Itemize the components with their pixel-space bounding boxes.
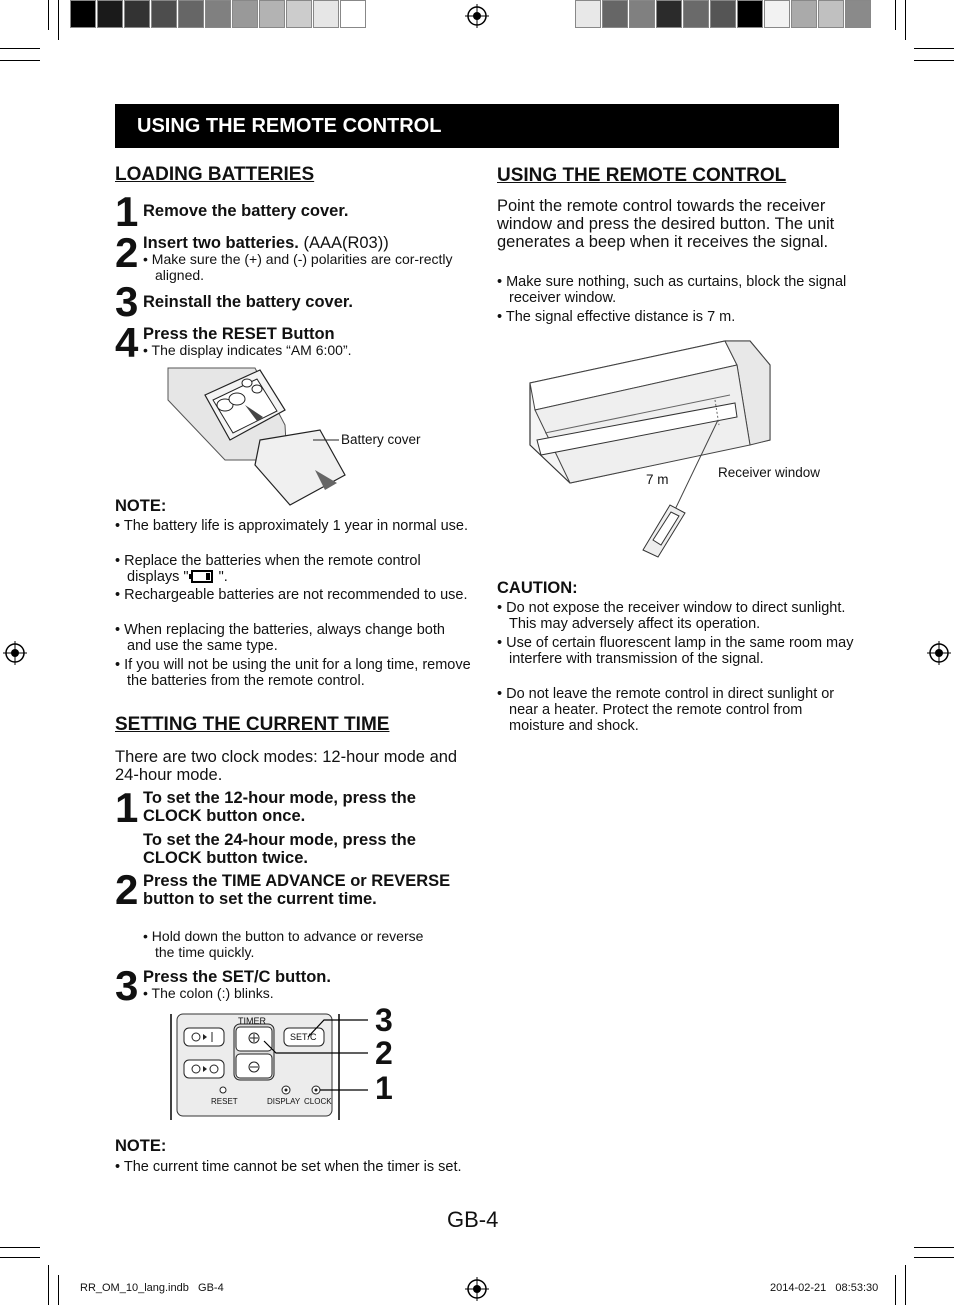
banner-title: USING THE REMOTE CONTROL — [137, 115, 442, 137]
color-swatch — [629, 0, 655, 28]
reset-label: RESET — [211, 1097, 238, 1106]
setc-button-label: SET/C — [290, 1032, 317, 1042]
note-heading: NOTE: — [115, 1137, 167, 1155]
step-text: To set the 24-hour mode, press the CLOCK button twice. — [143, 831, 416, 867]
time-intro: There are two clock modes: 12-hour mode and 24-hour mode. — [115, 748, 458, 784]
crop-mark — [0, 60, 40, 61]
note-item: • Rechargeable batteries are not recommended to use. — [115, 587, 468, 603]
receiver-window-label: Receiver window — [718, 465, 821, 480]
step-text — [143, 234, 463, 252]
step-number: 3 — [115, 278, 138, 325]
caution-heading: CAUTION: — [497, 579, 578, 597]
battery-illustration — [165, 365, 355, 510]
crop-mark — [48, 1265, 49, 1305]
step-text: To set the 12-hour mode, press the CLOCK button once. — [143, 789, 416, 825]
note-item: • When replacing the batteries, always change both and use the same type. — [115, 622, 445, 654]
clock-label: CLOCK — [304, 1097, 332, 1106]
color-swatch — [151, 0, 177, 28]
step-subtext: • The display indicates “AM 6:00”. — [143, 342, 352, 358]
crop-mark — [905, 0, 906, 40]
color-swatch — [791, 0, 817, 28]
step-text: Press the SET/C button. — [143, 968, 331, 986]
battery-cover-label: Battery cover — [341, 432, 421, 447]
using-remote-heading: USING THE REMOTE CONTROL — [497, 165, 787, 186]
color-swatch — [845, 0, 871, 28]
note-item: • The current time cannot be set when the timer is set. — [115, 1159, 462, 1175]
footer-file: RR_OM_10_lang.indb GB-4 — [80, 1282, 224, 1294]
note-item — [115, 553, 472, 585]
distance-label: 7 m — [646, 472, 669, 487]
color-swatch — [97, 0, 123, 28]
display-label: DISPLAY — [267, 1097, 301, 1106]
step-number: 2 — [115, 866, 138, 913]
color-swatch — [602, 0, 628, 28]
low-battery-icon — [189, 570, 215, 583]
using-intro: Point the remote control towards the receiver window and press the desired button. The unit generates a beep when it receives the signal. — [497, 197, 835, 251]
color-swatch — [232, 0, 258, 28]
callout-number: 3 — [375, 1002, 393, 1038]
step-number: 1 — [115, 784, 138, 831]
crop-mark — [58, 1275, 59, 1305]
note-item: • If you will not be using the unit for a long time, remove the batteries from the remote control. — [115, 657, 471, 689]
color-swatch — [70, 0, 96, 28]
note-item: • The battery life is approximately 1 year in normal use. — [115, 518, 468, 534]
crop-mark — [895, 0, 896, 30]
setting-time-heading: SETTING THE CURRENT TIME — [115, 714, 390, 735]
color-swatch — [178, 0, 204, 28]
step-subtext: • Make sure the (+) and (-) polarities are cor-rectly aligned. — [143, 251, 453, 283]
crop-mark — [0, 1247, 40, 1248]
color-swatch — [205, 0, 231, 28]
crop-mark — [905, 1265, 906, 1305]
color-swatch — [340, 0, 366, 28]
crop-mark — [895, 1275, 896, 1305]
note-heading: NOTE: — [115, 497, 167, 515]
step-text: Press the TIME ADVANCE or REVERSE button to set the current time. — [143, 872, 451, 908]
step-number: 3 — [115, 962, 138, 1009]
color-swatch — [737, 0, 763, 28]
color-swatch — [656, 0, 682, 28]
registration-mark-icon — [465, 1277, 489, 1301]
step-number: 4 — [115, 319, 138, 366]
crop-mark — [0, 48, 40, 49]
color-swatch — [764, 0, 790, 28]
color-swatch — [683, 0, 709, 28]
step-text-bold: Insert two batteries. — [143, 234, 299, 252]
note-item-tail: ". — [214, 569, 228, 585]
caution-item: • Do not leave the remote control in direct sunlight or near a heater. Protect the remote control from moisture and shock. — [497, 686, 835, 734]
step-text: Press the RESET Button — [143, 325, 335, 343]
step-number: 1 — [115, 188, 138, 235]
step-number: 2 — [115, 229, 138, 276]
color-swatch — [710, 0, 736, 28]
color-swatch — [575, 0, 601, 28]
step-subtext: • Hold down the button to advance or reverse the time quickly. — [143, 928, 424, 960]
using-item: • The signal effective distance is 7 m. — [497, 309, 736, 325]
caution-item: • Use of certain fluorescent lamp in the same room may interfere with transmission of the signal. — [497, 635, 854, 667]
color-swatch — [259, 0, 285, 28]
loading-batteries-heading: LOADING BATTERIES — [115, 164, 315, 185]
color-swatch — [313, 0, 339, 28]
page-number: GB-4 — [447, 1207, 499, 1232]
crop-mark — [48, 0, 49, 30]
color-swatch — [286, 0, 312, 28]
footer-date: 2014-02-21 08:53:30 — [770, 1282, 879, 1294]
crop-mark — [914, 1257, 954, 1258]
crop-mark — [914, 1247, 954, 1248]
timer-label: TIMER — [238, 1016, 266, 1026]
callout-number: 1 — [375, 1070, 393, 1106]
caution-item: • Do not expose the receiver window to direct sunlight. This may adversely affect its operation. — [497, 600, 846, 632]
crop-mark — [0, 1257, 40, 1258]
crop-mark — [914, 48, 954, 49]
color-swatch — [124, 0, 150, 28]
section-banner — [115, 104, 839, 148]
step-subtext: • The colon (:) blinks. — [143, 985, 274, 1001]
color-swatch — [818, 0, 844, 28]
using-item: • Make sure nothing, such as curtains, block the signal receiver window. — [497, 274, 847, 306]
registration-mark-icon — [3, 641, 27, 665]
note-item-text: • Replace the batteries when the remote control displays " — [115, 553, 421, 585]
step-text-extra: (AAA(R03)) — [298, 234, 389, 252]
crop-mark — [914, 60, 954, 61]
air-conditioner-illustration — [525, 335, 780, 560]
registration-mark-icon — [465, 4, 489, 28]
step-text: Remove the battery cover. — [143, 202, 349, 220]
registration-mark-icon — [927, 641, 951, 665]
step-text: Reinstall the battery cover. — [143, 293, 353, 311]
callout-number: 2 — [375, 1035, 393, 1071]
crop-mark — [58, 0, 59, 40]
